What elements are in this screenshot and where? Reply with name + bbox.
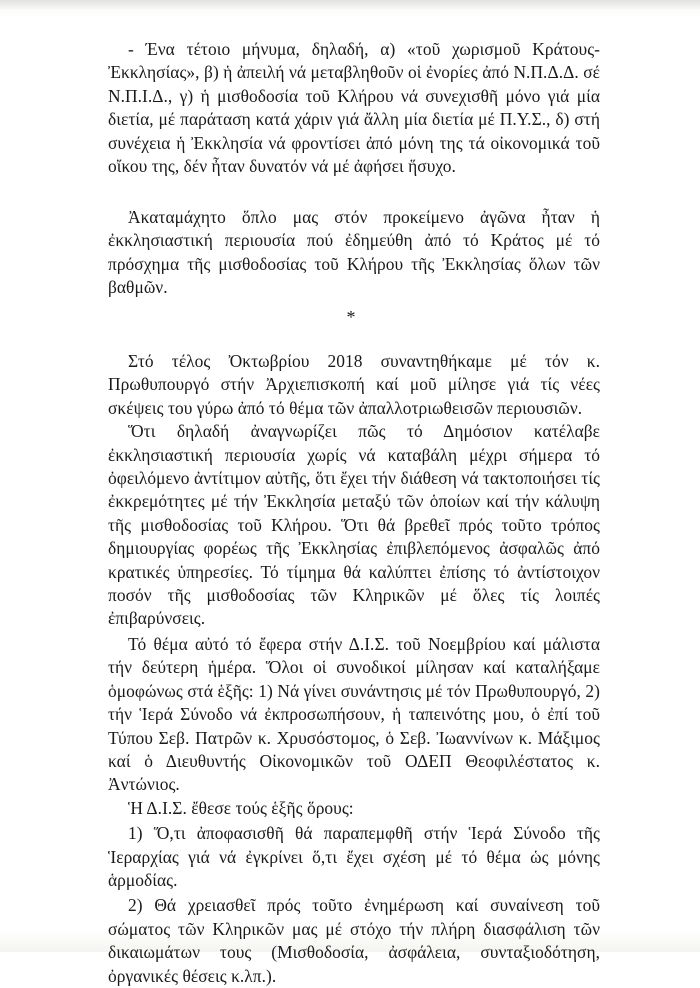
section-separator: * xyxy=(346,307,356,327)
scan-edge-shadow xyxy=(0,0,700,10)
paragraph-term-2: 2) Θά χρειασθεῖ πρός τοῦτο ἐνημέρωση καί συναίνεση τοῦ σώματος τῶν Κληρικῶν μας μέ στόχο τήν πλήρη διασφάλιση τῶν δικαιωμάτων τους (Μισθοδοσία, ἀσφάλεια, συνταξιοδότηση, ὀργανικές θέσεις κ.λπ.). xyxy=(108,895,600,986)
paragraph-synod-decision: Τό θέμα αὐτό τό ἔφερα στήν Δ.Ι.Σ. τοῦ Νοεμβρίου καί μάλιστα τήν δεύτερη ἡμέρα. Ὅλοι οἱ συνοδικοί μίλησαν καί καταλήξαμε ὁμοφώνως στά ἑξῆς: 1) Νά γίνει συνάντησις μέ τόν Πρωθυπουργό, 2) τήν Ἱερά Σύνοδο νά ἐκπροσωπήσουν, ἡ ταπεινότης μου, ὁ ἐπί τοῦ Τύπου Σεβ. Πατρῶν κ. Χρυσόστομος, ὁ Σεβ. Ἰωαννίνων κ. Μάξιμος καί ὁ Διευθυντής Οἰκονομικῶν τοῦ ΟΔΕΠ Θεοφιλέστατος κ. Ἀντώνιος. xyxy=(108,633,600,795)
text-block-top xyxy=(108,38,600,178)
paragraph-terms-intro: Ἡ Δ.Ι.Σ. ἔθεσε τούς ἑξῆς ὅρους: xyxy=(128,797,354,818)
paragraph-meeting-pm: Στό τέλος Ὀκτωβρίου 2018 συναντηθήκαμε μέ τόν κ. Πρωθυπουργό στήν Ἀρχιεπισκοπή καί μοῦ μίλησε γιά τίς νέες σκέψεις του γύρω ἀπό τό θέμα τῶν ἀπαλλοτριωθεισῶν περιουσιῶν. xyxy=(108,351,600,418)
text-block-weapon xyxy=(108,206,600,300)
paragraph-recognition: Ὅτι δηλαδή ἀναγνωρίζει πῶς τό Δημόσιον κατέλαβε ἐκκλησιαστική περιουσία χωρίς νά καταβάλη μέχρι σήμερα τό ὀφειλόμενο ἀντίτιμον αὐτῆς, ὅτι ἔχει τήν διάθεση νά τακτοποιήσει τίς ἐκκρεμότητες μέ τήν Ἐκκλησία μεταξύ τῶν ὁποίων καί τήν κάλυψη τῆς μισθοδοσίας τοῦ Κλήρου. Ὅτι θά βρεθεῖ πρός τοῦτο τρόπος δημιουργίας φορέως τῆς Ἐκκλησίας ἐπιβλεπόμενος ἀσφαλῶς ἀπό κρατικές ὑπηρεσίες. Τό τίμημα θά καλύπτει ἐπίσης τό ἀντίστοιχον ποσόν τῆς μισθοδοσίας τῶν Κληρικῶν μέ ὅλες τίς λοιπές ἐπιβαρύνσεις. xyxy=(108,421,600,629)
text-block-main xyxy=(108,350,600,988)
paragraph-term-1: 1) Ὅ,τι ἀποφασισθῆ θά παραπεμφθῆ στήν Ἱερά Σύνοδο τῆς Ἱεραρχίας γιά νά ἐγκρίνει ὅ,τι ἔχει σχέση μέ τό θέμα ὡς μόνης ἁρμοδίας. xyxy=(108,823,600,890)
paragraph-church-property: Ἀκαταμάχητο ὅπλο μας στόν προκείμενο ἀγῶνα ἦταν ἡ ἐκκλησιαστική περιουσία πού ἐδημεύθη ἀπό τό Κράτος μέ τό πρόσχημα τῆς μισθοδοσίας τοῦ Κλήρου τῆς Ἐκκλησίας ὅλων τῶν βαθμῶν. xyxy=(108,207,600,298)
paragraph-message-list: - Ένα τέτοιο μήνυμα, δηλαδή, α) «τοῦ χωρισμοῦ Κράτους-Ἐκκλησίας», β) ἡ ἀπειλή νά μεταβληθοῦν οἱ ἐνορίες ἀπό Ν.Π.Δ.Δ. σέ Ν.Π.Ι.Δ., γ) ἡ μισθοδοσία τοῦ Κλήρου νά συνεχισθῆ μόνο γιά μία διετία, μέ παράταση κατά χάριν γιά ἄλλη μία διετία μέ Π.Υ.Σ., δ) στή συνέχεια ἡ Ἐκκλησία νά φροντίσει ἀπό μόνη της τά οἰκονομικά τοῦ οἴκου της, δέν ἦταν δυνατόν νά μέ ἀφήσει ἥσυχο. xyxy=(108,39,600,177)
